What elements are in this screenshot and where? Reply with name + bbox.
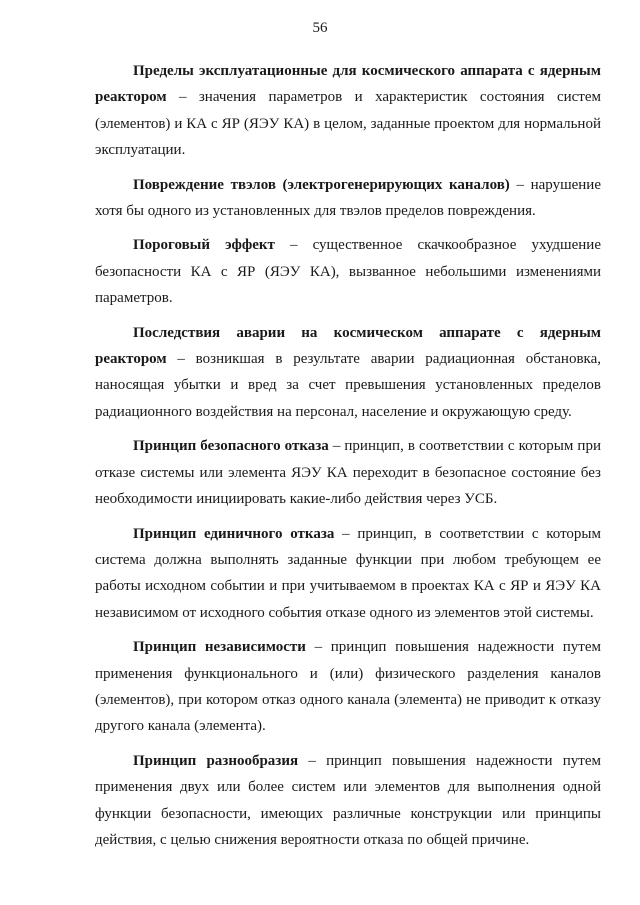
definition-text: – принцип повышения надежности путем применения функционального и (или) физического разделения каналов (элементов), при котором отказ одного канала (элемента) не приводит к отказу другого канала (элемента). bbox=[95, 639, 601, 735]
definition-text: – значения параметров и характеристик состояния систем (элементов) и КА с ЯР (ЯЭУ КА) в целом, заданные проектом для нормальной эксплуатации. bbox=[95, 89, 601, 159]
definition-term: Принцип единичного отказа bbox=[133, 525, 335, 542]
definition-term: Принцип безопасного отказа bbox=[133, 438, 329, 455]
definition-text: – принцип, в соответствии с которым при отказе системы или элемента ЯЭУ КА переходит в безопасное состояние без необходимости инициировать какие-либо действия через УСБ. bbox=[95, 438, 601, 508]
definition-text: – возникшая в результате аварии радиационная обстановка, наносящая убытки и вред за счет превышения установленных пределов радиационного воздействия на персонал, население и окружающую среду. bbox=[95, 351, 601, 420]
definition-term: Пороговый эффект bbox=[133, 237, 275, 254]
definition-term: Пределы эксплуатационные для космического аппарата с ядерным реактором bbox=[95, 63, 601, 106]
definition-entry bbox=[95, 232, 601, 311]
definition-term: Повреждение твэлов (электрогенерирующих каналов) bbox=[133, 176, 510, 193]
page-number: 56 bbox=[312, 20, 328, 36]
definition-entry bbox=[95, 172, 601, 225]
definition-entry bbox=[95, 433, 601, 512]
definition-text: – нарушение хотя бы одного из установленных для твэлов пределов повреждения. bbox=[95, 176, 601, 220]
definition-entry bbox=[95, 634, 601, 740]
definition-entry bbox=[95, 748, 601, 854]
definition-term: Принцип разнообразия bbox=[133, 752, 299, 769]
definition-entry bbox=[95, 521, 601, 627]
definition-term: Принцип независимости bbox=[133, 639, 306, 656]
definition-text: – существенное скачкообразное ухудшение безопасности КА с ЯР (ЯЭУ КА), вызванное небольшими изменениями параметров. bbox=[95, 237, 601, 307]
definition-entry bbox=[95, 58, 601, 164]
definition-text: – принцип повышения надежности путем применения двух или более систем или элементов для выполнения одной функции безопасности, имеющих различные конструкции или принципы действия, с целью снижения вероятности отказа по общей причине. bbox=[95, 752, 601, 848]
definition-text: – принцип, в соответствии с которым система должна выполнять заданные функции при любом требующем ее работы исходном событии и при учитываемом в проектах КА с ЯР и ЯЭУ КА независимом от исходного события отказе одного из элементов этой системы. bbox=[95, 525, 602, 621]
definition-entry bbox=[95, 320, 601, 426]
document-body bbox=[95, 58, 601, 861]
definition-term: Последствия аварии на космическом аппарате с ядерным реактором bbox=[95, 324, 601, 368]
